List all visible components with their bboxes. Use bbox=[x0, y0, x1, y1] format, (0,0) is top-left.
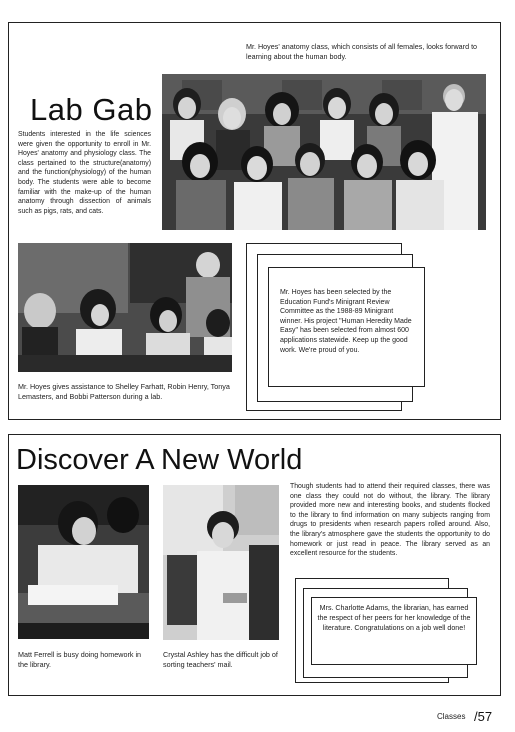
lab-photo-caption: Mr. Hoyes gives assistance to Shelley Farhatt, Robin Henry, Tonya Lemasters, and Bobbi Patterson during a lab. bbox=[18, 382, 230, 401]
page-number: /57 bbox=[474, 709, 493, 724]
discover-intro: Though students had to attend their required classes, there was one class they could not do without, the library. The library provided more new and interesting books, and students flocked to the library to find information on many subjects ranging from drugs to presidents when research papers rolled around. Also, the library's atmosphere gave the students the opportunity to do homework or just read in peace. The library served as an excellent resource for the students. bbox=[290, 483, 490, 558]
section-label: Classes bbox=[437, 712, 466, 721]
homework-caption: Matt Ferrell is busy doing homework in the library. bbox=[18, 650, 142, 669]
class-photo-caption: Mr. Hoyes' anatomy class, which consists of all females, looks forward to learning about the human body. bbox=[246, 42, 478, 61]
mail-caption: Crystal Ashley has the difficult job of sorting teachers' mail. bbox=[163, 650, 278, 669]
minigrant-award-text: Mr. Hoyes has been selected by the Education Fund's Minigrant Review Committee as the 1988-89 Minigrant winner. His project "Human Heredity Made Easy" has been selected from almost 600 applications statewide. Keep up the good work. We're proud of you. bbox=[280, 289, 412, 354]
library-homework-photo bbox=[18, 485, 149, 639]
librarian-text: Mrs. Charlotte Adams, the librarian, has earned the respect of her peers for her knowledge of the literature. Congratulations on a job well done! bbox=[317, 604, 471, 632]
lab-gab-intro: Students interested in the life sciences were given the opportunity to enroll in Mr. Hoyes' anatomy and physiology class. The class pertained to the structure(anatomy) and the function(physiology) of the human body. The students were able to become familiar with the make-up of the human anatomy through dissection of animals such as pigs, rats, and cats. bbox=[18, 131, 151, 215]
anatomy-class-photo bbox=[162, 74, 486, 230]
lab-gab-title: Lab Gab bbox=[30, 92, 153, 127]
lab-assistance-photo bbox=[18, 243, 232, 372]
sorting-mail-photo bbox=[163, 485, 279, 640]
discover-title: Discover A New World bbox=[16, 444, 303, 476]
